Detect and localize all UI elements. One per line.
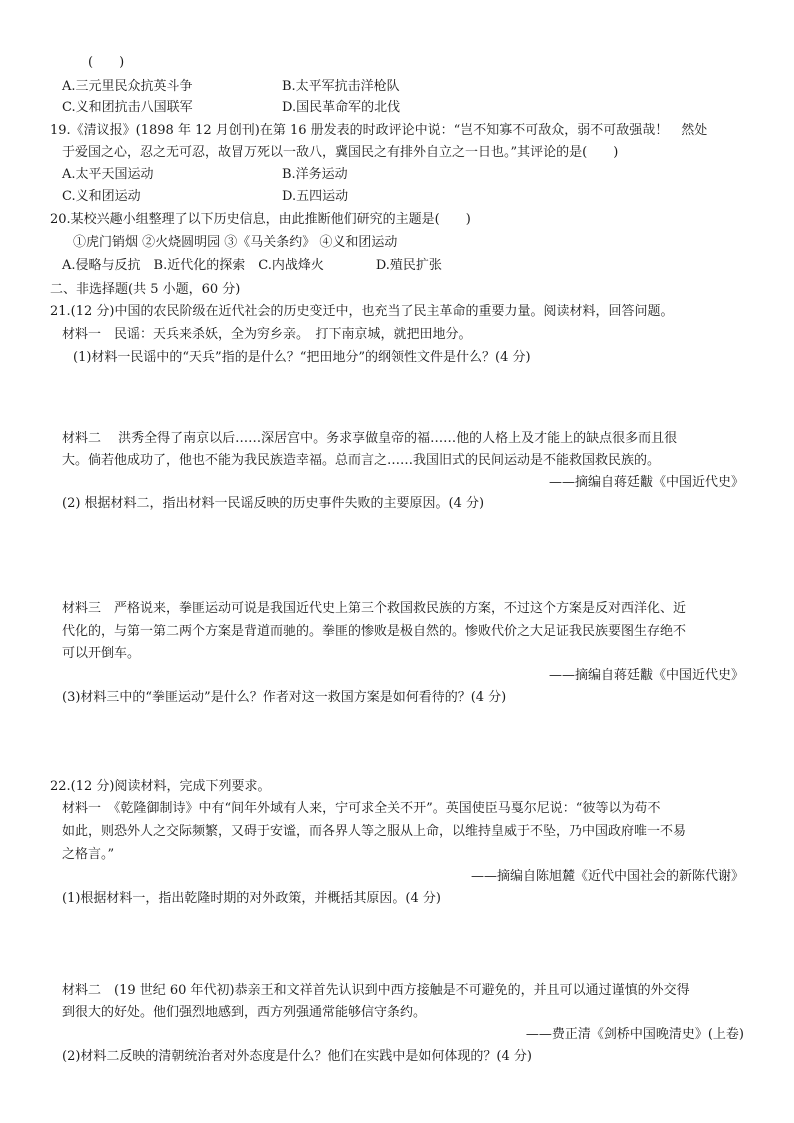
q22-material1-line3: 之格言。”: [62, 847, 115, 862]
q21-material3-line3: 可以开倒车。: [62, 646, 141, 661]
q18-option-a: A.三元里民众抗英斗争: [62, 79, 193, 94]
q21-question3: (3)材料三中的“拳匪运动”是什么？作者对这一救国方案是如何看待的？(4 分): [62, 690, 507, 705]
q21-material2-source: ——摘编自蒋廷黻《中国近代史》: [548, 475, 744, 490]
q21-intro: 21.(12 分)中国的农民阶级在近代社会的历史变迁中，也充当了民主革命的重要力量。阅读材料，回答问题。: [50, 304, 674, 319]
section-heading: 二、非选择题(共 5 小题，60 分): [50, 282, 241, 297]
q22-question1: (1)根据材料一，指出乾隆时期的对外政策，并概括其原因。(4 分): [62, 891, 441, 906]
q19-stem-line1: 19.《清议报》(1898 年 12 月创刊)在第 16 册发表的时政评论中说：“岂不知寡不可敌众，弱不可敌强哉！ 然处: [50, 123, 708, 138]
q18-option-d: D.国民革命军的北伐: [282, 100, 401, 115]
q22-material2-line1: 材料二 (19 世纪 60 年代初)恭亲王和文祥首先认识到中西方接触是不可避免的，并且可以通过谨慎的外交得: [62, 983, 690, 998]
q20-stem: 20.某校兴趣小组整理了以下历史信息，由此推断他们研究的主题是( ): [50, 212, 471, 227]
q22-material1-source: ——摘编自陈旭麓《近代中国社会的新陈代谢》: [470, 869, 744, 884]
q18-answer-blank: ( ): [88, 55, 125, 70]
q22-material2-source: ——费正清《剑桥中国晚清史》(上卷): [525, 1027, 744, 1042]
q19-option-b: B.洋务运动: [282, 167, 348, 182]
q22-question2: (2)材料二反映的清朝统治者对外态度是什么？他们在实践中是如何体现的？(4 分): [62, 1049, 532, 1064]
q18-option-b: B.太平军抗击洋枪队: [282, 79, 400, 94]
q22-material2-line2: 到很大的好处。他们强烈地感到，西方列强通常能够信守条约。: [62, 1005, 427, 1020]
q19-option-c: C.义和团运动: [62, 189, 141, 204]
q21-question2: (2) 根据材料二，指出材料一民谣反映的历史事件失败的主要原因。(4 分): [62, 496, 485, 511]
q21-material2-line2: 大。倘若他成功了，他也不能为我民族造幸福。总而言之……我国旧式的民间运动是不能救国救民族的。: [62, 453, 661, 468]
q21-material1: 材料一 民谣：天兵来杀妖，全为穷乡亲。 打下南京城，就把田地分。: [62, 327, 472, 342]
q20-items: ①虎门销烟 ②火烧圆明园 ③《马关条约》 ④义和团运动: [73, 235, 398, 250]
q19-stem-line2: 于爱国之心，忍之无可忍，故冒万死以一敌八，冀国民之有排外自立之一日也。”其评论的是( ): [62, 145, 619, 160]
q22-material1-line2: 如此，则恐外人之交际频繁，又碍于安谧，而各界人等之服从上命，以维持皇威于不坠，乃中国政府唯一不易: [62, 824, 687, 839]
q21-material3-source: ——摘编自蒋廷黻《中国近代史》: [548, 668, 744, 683]
q18-option-c: C.义和团抗击八国联军: [62, 100, 193, 115]
q19-option-a: A.太平天国运动: [62, 167, 154, 182]
q21-material3-line2: 代化的，与第一第二两个方案是背道而驰的。拳匪的惨败是极自然的。惨败代价之大足证我民族要图生存绝不: [62, 624, 687, 639]
q22-material1-line1: 材料一 《乾隆御制诗》中有“间年外域有人来，宁可求全关不开”。英国使臣马戛尔尼说：“彼等以为苟不: [62, 801, 661, 816]
q21-question1: (1)材料一民谣中的“天兵”指的是什么？“把田地分”的纲领性文件是什么？(4 分): [73, 350, 531, 365]
q21-material2-line1: 材料二 洪秀全得了南京以后……深居宫中。务求享做皇帝的福……他的人格上及才能上的缺点很多而且很: [62, 431, 678, 446]
q20-options: A.侵略与反抗 B.近代化的探索 C.内战烽火 D.殖民扩张: [62, 258, 442, 273]
q21-material3-line1: 材料三 严格说来，拳匪运动可说是我国近代史上第三个救国救民族的方案，不过这个方案是反对西洋化、近: [62, 601, 687, 616]
q22-intro: 22.(12 分)阅读材料，完成下列要求。: [50, 779, 271, 794]
q19-option-d: D.五四运动: [282, 189, 349, 204]
